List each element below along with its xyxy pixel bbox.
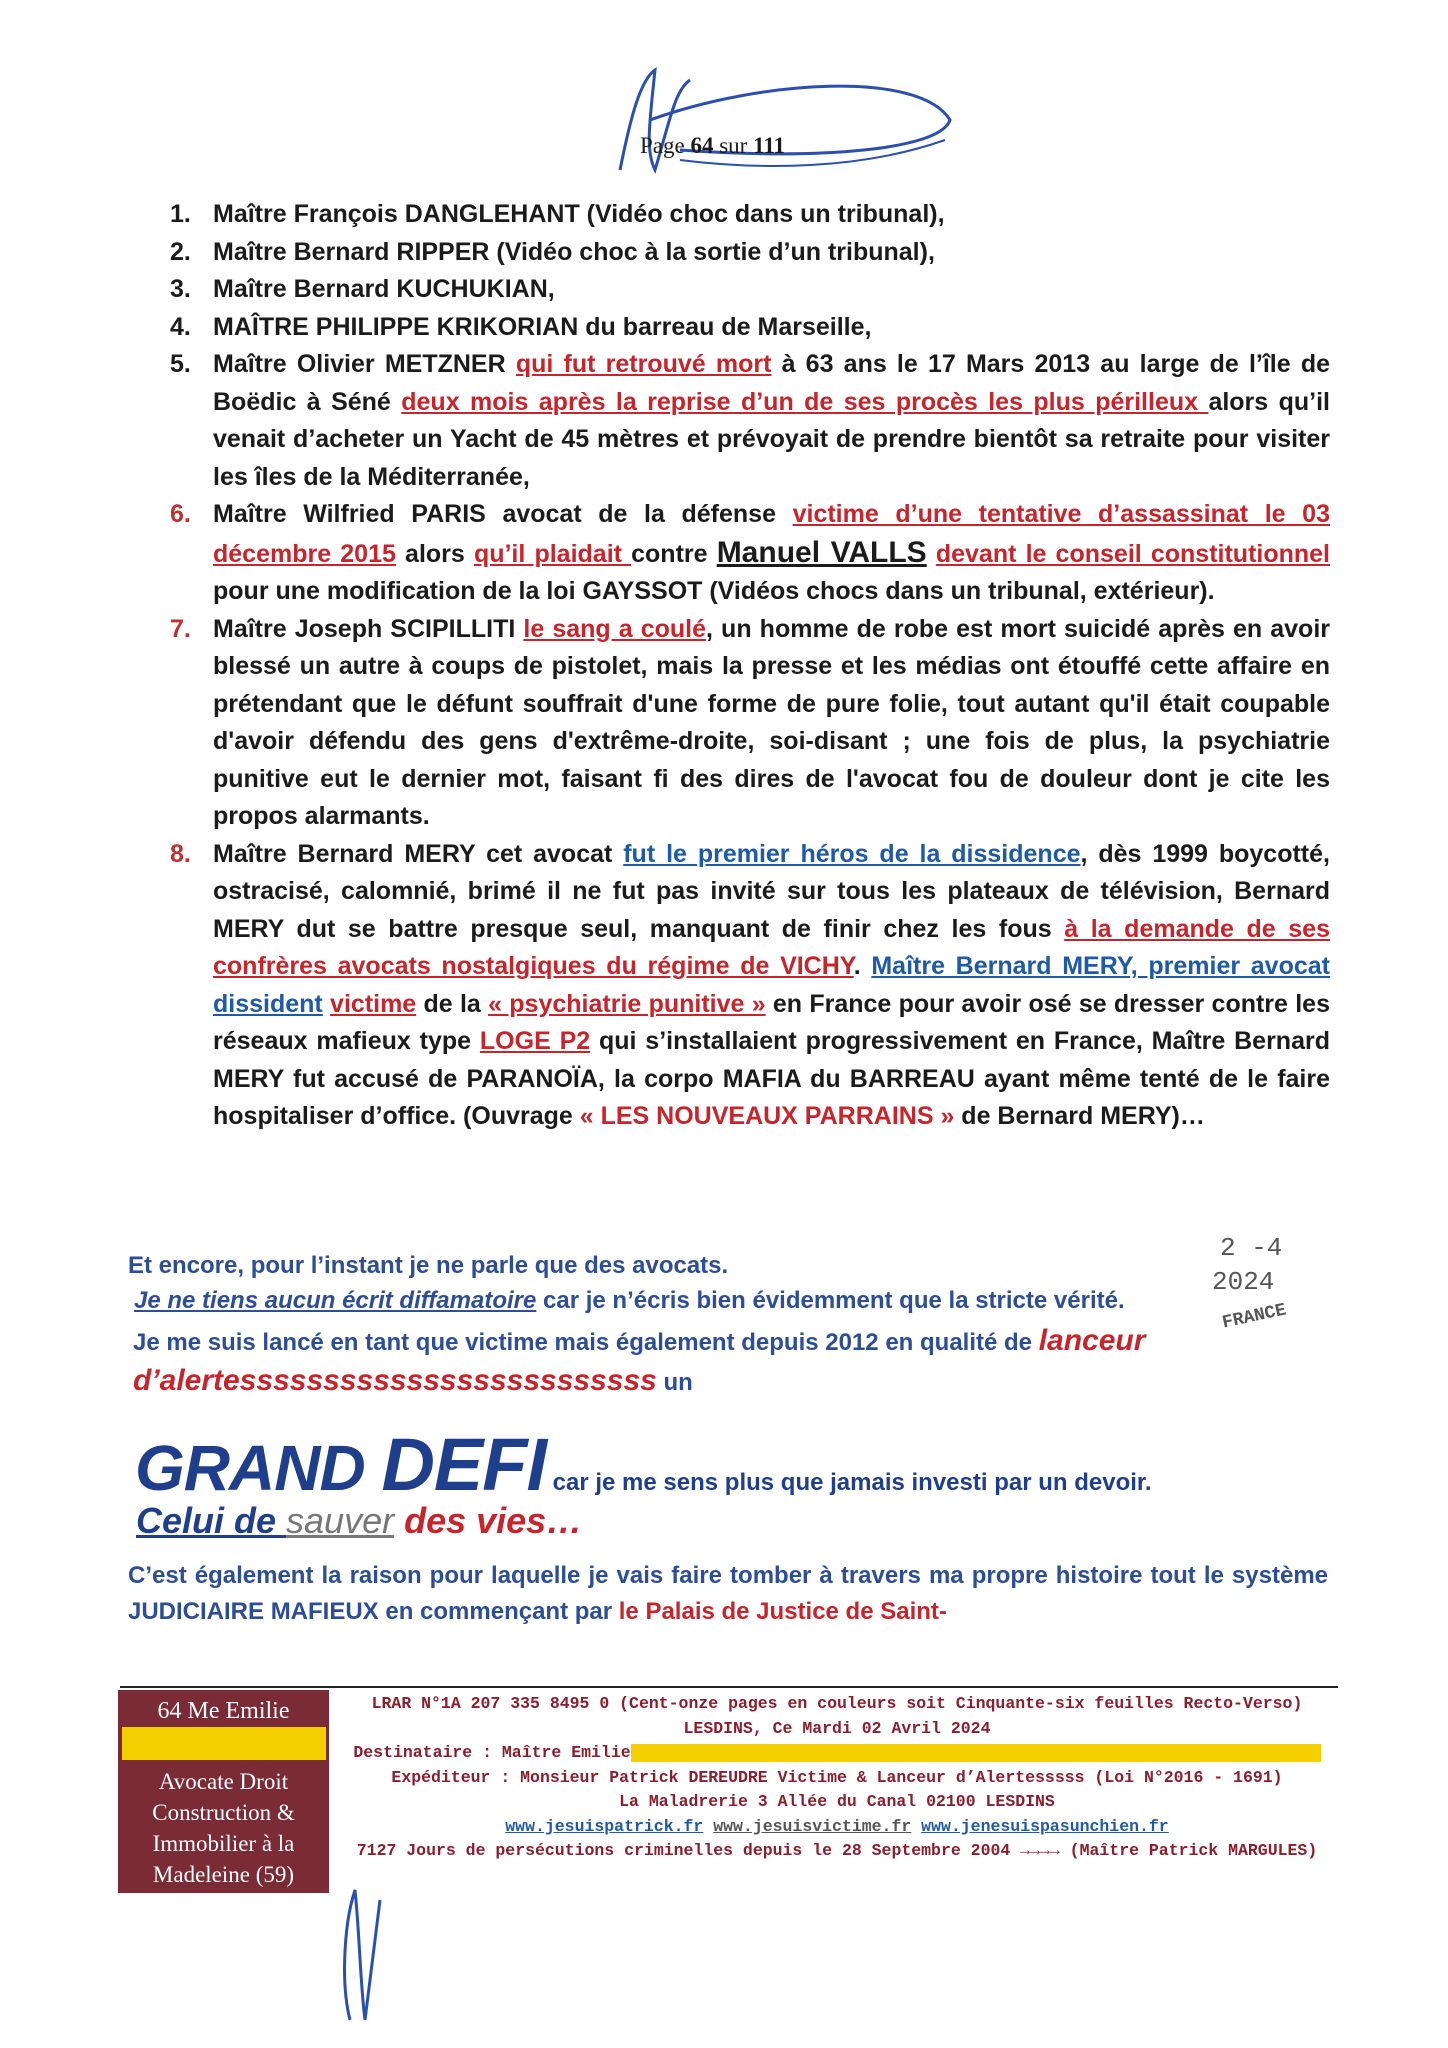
signature-scribble bbox=[560, 60, 960, 200]
list-item-mery: 8. Maître Bernard MERY cet avocat fut le premier héros de la dissidence, dès 1999 boycotté, ostracisé, calomnié, brimé il ne fut pas invité sur tous les plateaux de télévision, Bernard MERY dut se battre presque seul, manquant de finir chez les fous à la demande de ses confrères avocats nostalgiques du régime de VICHY. Maître Bernard MERY, premier avocat dissident victime de la « psychiatrie punitive » en France pour avoir osé se dresser contre les réseaux mafieux type LOGE P2 qui s’installaient progressivement en France, Maître Bernard MERY fut accusé de PARANOÏA, la corpo MAFIA du BARREAU ayant même tenté de le faire hospitaliser d’office. (Ouvrage « LES NOUVEAUX PARRAINS » de Bernard MERY)… bbox=[170, 839, 1330, 1130]
redaction-highlight bbox=[122, 1727, 326, 1760]
lawyer-list bbox=[170, 196, 1330, 1136]
initials-scribble bbox=[330, 1880, 390, 2030]
link-jenesuispasunchien[interactable]: www.jenesuispasunchien.fr bbox=[921, 1816, 1169, 1836]
footer-divider bbox=[120, 1686, 1338, 1688]
list-item: 2. Maître Bernard RIPPER (Vidéo choc à la sortie d’un tribunal), bbox=[170, 237, 935, 266]
redaction-highlight bbox=[631, 1744, 1321, 1762]
link-jesuispatrick[interactable]: www.jesuispatrick.fr bbox=[505, 1816, 704, 1836]
list-item: 3. Maître Bernard KUCHUKIAN, bbox=[170, 275, 555, 303]
page-number: Page 64 sur 111 bbox=[640, 133, 786, 158]
grand-defi-heading: GRAND DEFI car je me sens plus que jamais investi par un devoir. bbox=[135, 1423, 1152, 1506]
celui-heading: Celui de sauver des vies… bbox=[136, 1500, 583, 1541]
postmark-stamp: 2 -4 2024 FRANCE bbox=[1212, 1233, 1289, 1334]
list-item-paris: 6. Maître Wilfried PARIS avocat de la défense victime d’une tentative d’assassinat le 03 décembre 2015 alors qu’il plaidait contre Manuel VALLS devant le conseil constitutionnel pour une modification de la loi GAYSSOT (Vidéos chocs dans un tribunal, extérieur). bbox=[170, 500, 1331, 605]
closing-line-1: Et encore, pour l’instant je ne parle que des avocats. bbox=[128, 1252, 729, 1279]
list-item-metzner: 5. Maître Olivier METZNER qui fut retrouvé mort à 63 ans le 17 Mars 2013 au large de l’île de Boëdic à Séné deux mois après la reprise d’un de ses procès les plus périlleux alors qu’il venait d’acheter un Yacht de 45 mètres et prévoyait de prendre bientôt sa retraite pour visiter les îles de la Méditerranée, bbox=[170, 350, 1330, 491]
list-item: 1. Maître François DANGLEHANT (Vidéo choc dans un tribunal), bbox=[170, 200, 945, 228]
link-jesuisvictime[interactable]: www.jesuisvictime.fr bbox=[713, 1816, 912, 1836]
list-item: 4. MAÎTRE PHILIPPE KRIKORIAN du barreau de Marseille, bbox=[170, 312, 872, 341]
closing-line-4: C’est également la raison pour laquelle je vais faire tomber à travers ma propre histoire tout le système JUDICIAIRE MAFIEUX en commençant par le Palais de Justice de Saint- bbox=[128, 1562, 1328, 1625]
closing-line-3: Je me suis lancé en tant que victime mais également depuis 2012 en qualité de lanceur d’alertesssssssssssssssssssssssss un bbox=[133, 1324, 1146, 1397]
closing-line-2: Je ne tiens aucun écrit diffamatoire car je n’écris bien évidemment que la stricte vérité. bbox=[134, 1287, 1125, 1314]
footer-block: LRAR N°1A 207 335 8495 0 (Cent-onze pages en couleurs soit Cinquante-six feuilles Recto-Verso) LESDINS, Ce Mardi 02 Avril 2024 Destinataire : Maître Emilie Expéditeur : Monsieur Patrick DEREUDRE Victime & Lanceur d’Alertesssss (Loi N°2016 - 1691) La Maladrerie 3 Allée du Canal 02100 LESDINS www.jesuispatrick.fr www.jesuisvictime.fr www.jenesuispasunchien.fr 7127 Jours de persécutions criminelles depuis le 28 Septembre 2004 →→→→ (Maître Patrick MARGULES) bbox=[332, 1692, 1342, 1864]
list-item-scipilliti: 7. Maître Joseph SCIPILLITI le sang a coulé, un homme de robe est mort suicidé après en avoir blessé un autre à coups de pistolet, mais la presse et les médias ont étouffé cette affaire en prétendant que le défunt souffrait d'une forme de pure folie, tout autant qu'il était coupable d'avoir défendu des gens d'extrême-droite, soi-disant ; une fois de plus, la psychiatrie punitive eut le dernier mot, faisant fi des dires de l'avocat fou de douleur dont je cite les propos alarmants. bbox=[170, 614, 1331, 830]
recipient-sidebar: 64 Me Emilie Avocate Droit Construction & Immobilier à la Madeleine (59) bbox=[118, 1690, 329, 1893]
